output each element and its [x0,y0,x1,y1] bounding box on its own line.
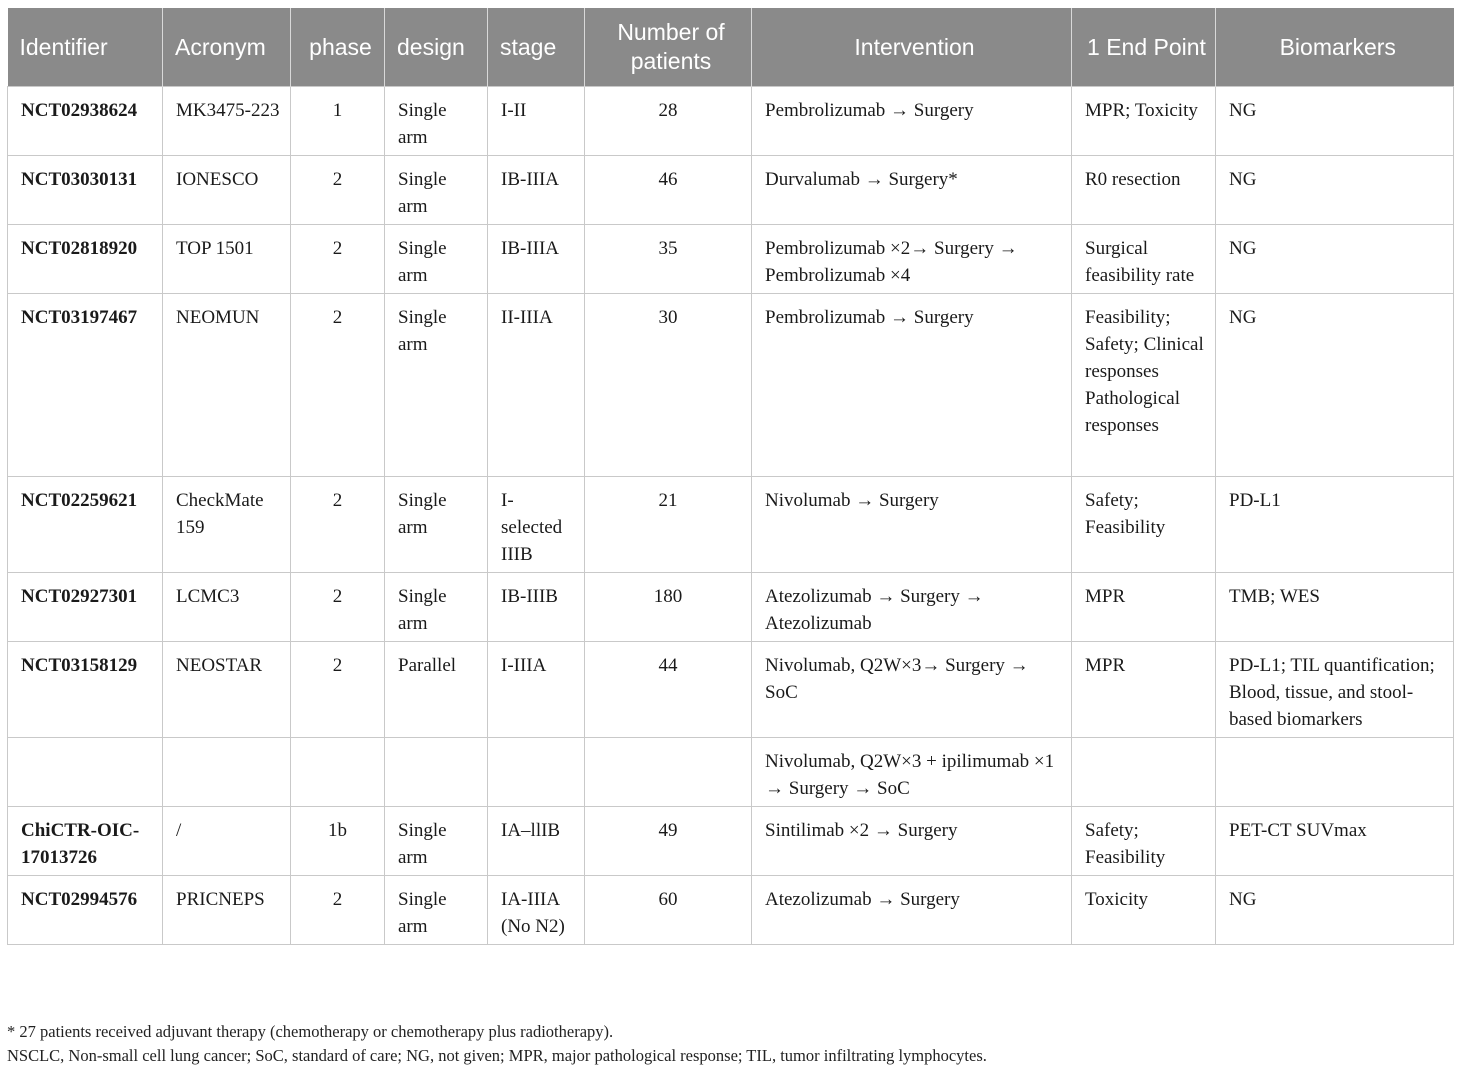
cell-intervention: Nivolumab, Q2W×3→ Surgery → SoC [752,642,1072,738]
cell-patients: 60 [585,876,752,945]
cell-endpoint: Safety; Feasibility [1072,807,1216,876]
cell-acronym: CheckMate 159 [163,477,291,573]
cell-patients: 28 [585,87,752,156]
cell-identifier: NCT03158129 [8,642,163,738]
cell-patients [585,738,752,807]
cell-acronym: NEOMUN [163,294,291,477]
cell-design: Parallel [385,642,488,738]
cell-intervention: Durvalumab → Surgery* [752,156,1072,225]
cell-identifier: NCT02259621 [8,477,163,573]
cell-identifier: NCT03197467 [8,294,163,477]
cell-phase: 1b [291,807,385,876]
cell-identifier [8,738,163,807]
header-endpoint: 1 End Point [1072,8,1216,87]
cell-phase: 2 [291,156,385,225]
table-row [8,156,1454,225]
cell-design: Single arm [385,807,488,876]
cell-stage [488,738,585,807]
cell-phase: 2 [291,477,385,573]
cell-stage: IA-IIIA (No N2) [488,876,585,945]
table-row [8,225,1454,294]
cell-patients: 35 [585,225,752,294]
cell-stage: I-selected IIIB [488,477,585,573]
table-row [8,876,1454,945]
cell-identifier: NCT02938624 [8,87,163,156]
cell-intervention: Sintilimab ×2 → Surgery [752,807,1072,876]
cell-identifier: NCT02927301 [8,573,163,642]
table-row [8,807,1454,876]
cell-endpoint: Safety; Feasibility [1072,477,1216,573]
cell-stage: II-IIIA [488,294,585,477]
cell-patients: 21 [585,477,752,573]
cell-phase: 2 [291,225,385,294]
table-row [8,738,1454,807]
cell-acronym: / [163,807,291,876]
cell-stage: I-II [488,87,585,156]
cell-endpoint: MPR [1072,642,1216,738]
cell-phase [291,738,385,807]
cell-biomarkers: PD-L1; TIL quantification; Blood, tissue, and stool-based biomarkers [1216,642,1454,738]
cell-design: Single arm [385,294,488,477]
cell-design: Single arm [385,156,488,225]
cell-intervention: Pembrolizumab ×2→ Surgery → Pembrolizumab ×4 [752,225,1072,294]
cell-intervention: Nivolumab → Surgery [752,477,1072,573]
cell-identifier: ChiCTR-OIC-17013726 [8,807,163,876]
cell-intervention: Nivolumab, Q2W×3 + ipilimumab ×1 → Surgery → SoC [752,738,1072,807]
cell-biomarkers: NG [1216,156,1454,225]
cell-stage: IB-IIIA [488,156,585,225]
cell-design: Single arm [385,477,488,573]
cell-design: Single arm [385,87,488,156]
table-row [8,477,1454,573]
cell-biomarkers: NG [1216,87,1454,156]
table-row [8,642,1454,738]
cell-biomarkers: PET-CT SUVmax [1216,807,1454,876]
cell-intervention: Atezolizumab → Surgery → Atezolizumab [752,573,1072,642]
cell-acronym: NEOSTAR [163,642,291,738]
table-row [8,573,1454,642]
cell-endpoint: MPR [1072,573,1216,642]
cell-intervention: Pembrolizumab → Surgery [752,294,1072,477]
cell-stage: I-IIIA [488,642,585,738]
header-patients: Number of patients [585,8,752,87]
table-footnotes [7,1020,987,1068]
cell-identifier: NCT02994576 [8,876,163,945]
footnote-abbreviations: NSCLC, Non-small cell lung cancer; SoC, standard of care; NG, not given; MPR, major pathological response; TIL, tumor infiltrating lymphocytes. [7,1046,987,1065]
cell-endpoint: Toxicity [1072,876,1216,945]
cell-phase: 2 [291,294,385,477]
header-intervention: Intervention [752,8,1072,87]
table-row [8,294,1454,477]
header-stage: stage [488,8,585,87]
header-biomarkers: Biomarkers [1216,8,1454,87]
cell-design [385,738,488,807]
cell-acronym [163,738,291,807]
cell-biomarkers: TMB; WES [1216,573,1454,642]
cell-patients: 46 [585,156,752,225]
cell-patients: 49 [585,807,752,876]
cell-acronym: MK3475-223 [163,87,291,156]
cell-design: Single arm [385,573,488,642]
cell-identifier: NCT02818920 [8,225,163,294]
cell-biomarkers: PD-L1 [1216,477,1454,573]
header-phase: phase [291,8,385,87]
cell-endpoint [1072,738,1216,807]
cell-acronym: TOP 1501 [163,225,291,294]
header-acronym: Acronym [163,8,291,87]
cell-phase: 2 [291,642,385,738]
cell-design: Single arm [385,225,488,294]
cell-biomarkers [1216,738,1454,807]
cell-design: Single arm [385,876,488,945]
cell-endpoint: Feasibility; Safety; Clinical responses Pathological responses [1072,294,1216,477]
cell-patients: 180 [585,573,752,642]
cell-biomarkers: NG [1216,876,1454,945]
cell-acronym: IONESCO [163,156,291,225]
cell-phase: 1 [291,87,385,156]
header-row [8,8,1454,87]
cell-identifier: NCT03030131 [8,156,163,225]
cell-stage: IA–llIB [488,807,585,876]
cell-acronym: PRICNEPS [163,876,291,945]
cell-phase: 2 [291,573,385,642]
cell-acronym: LCMC3 [163,573,291,642]
cell-intervention: Pembrolizumab → Surgery [752,87,1072,156]
cell-endpoint: Surgical feasibility rate [1072,225,1216,294]
table-row [8,87,1454,156]
cell-patients: 44 [585,642,752,738]
cell-biomarkers: NG [1216,294,1454,477]
cell-endpoint: R0 resection [1072,156,1216,225]
header-identifier: Identifier [8,8,163,87]
cell-phase: 2 [291,876,385,945]
footnote-adjuvant: * 27 patients received adjuvant therapy (chemotherapy or chemotherapy plus radiotherapy). [7,1022,614,1041]
cell-patients: 30 [585,294,752,477]
cell-intervention: Atezolizumab → Surgery [752,876,1072,945]
cell-biomarkers: NG [1216,225,1454,294]
cell-endpoint: MPR; Toxicity [1072,87,1216,156]
cell-stage: IB-IIIB [488,573,585,642]
header-design: design [385,8,488,87]
cell-stage: IB-IIIA [488,225,585,294]
trials-table [7,8,1454,945]
